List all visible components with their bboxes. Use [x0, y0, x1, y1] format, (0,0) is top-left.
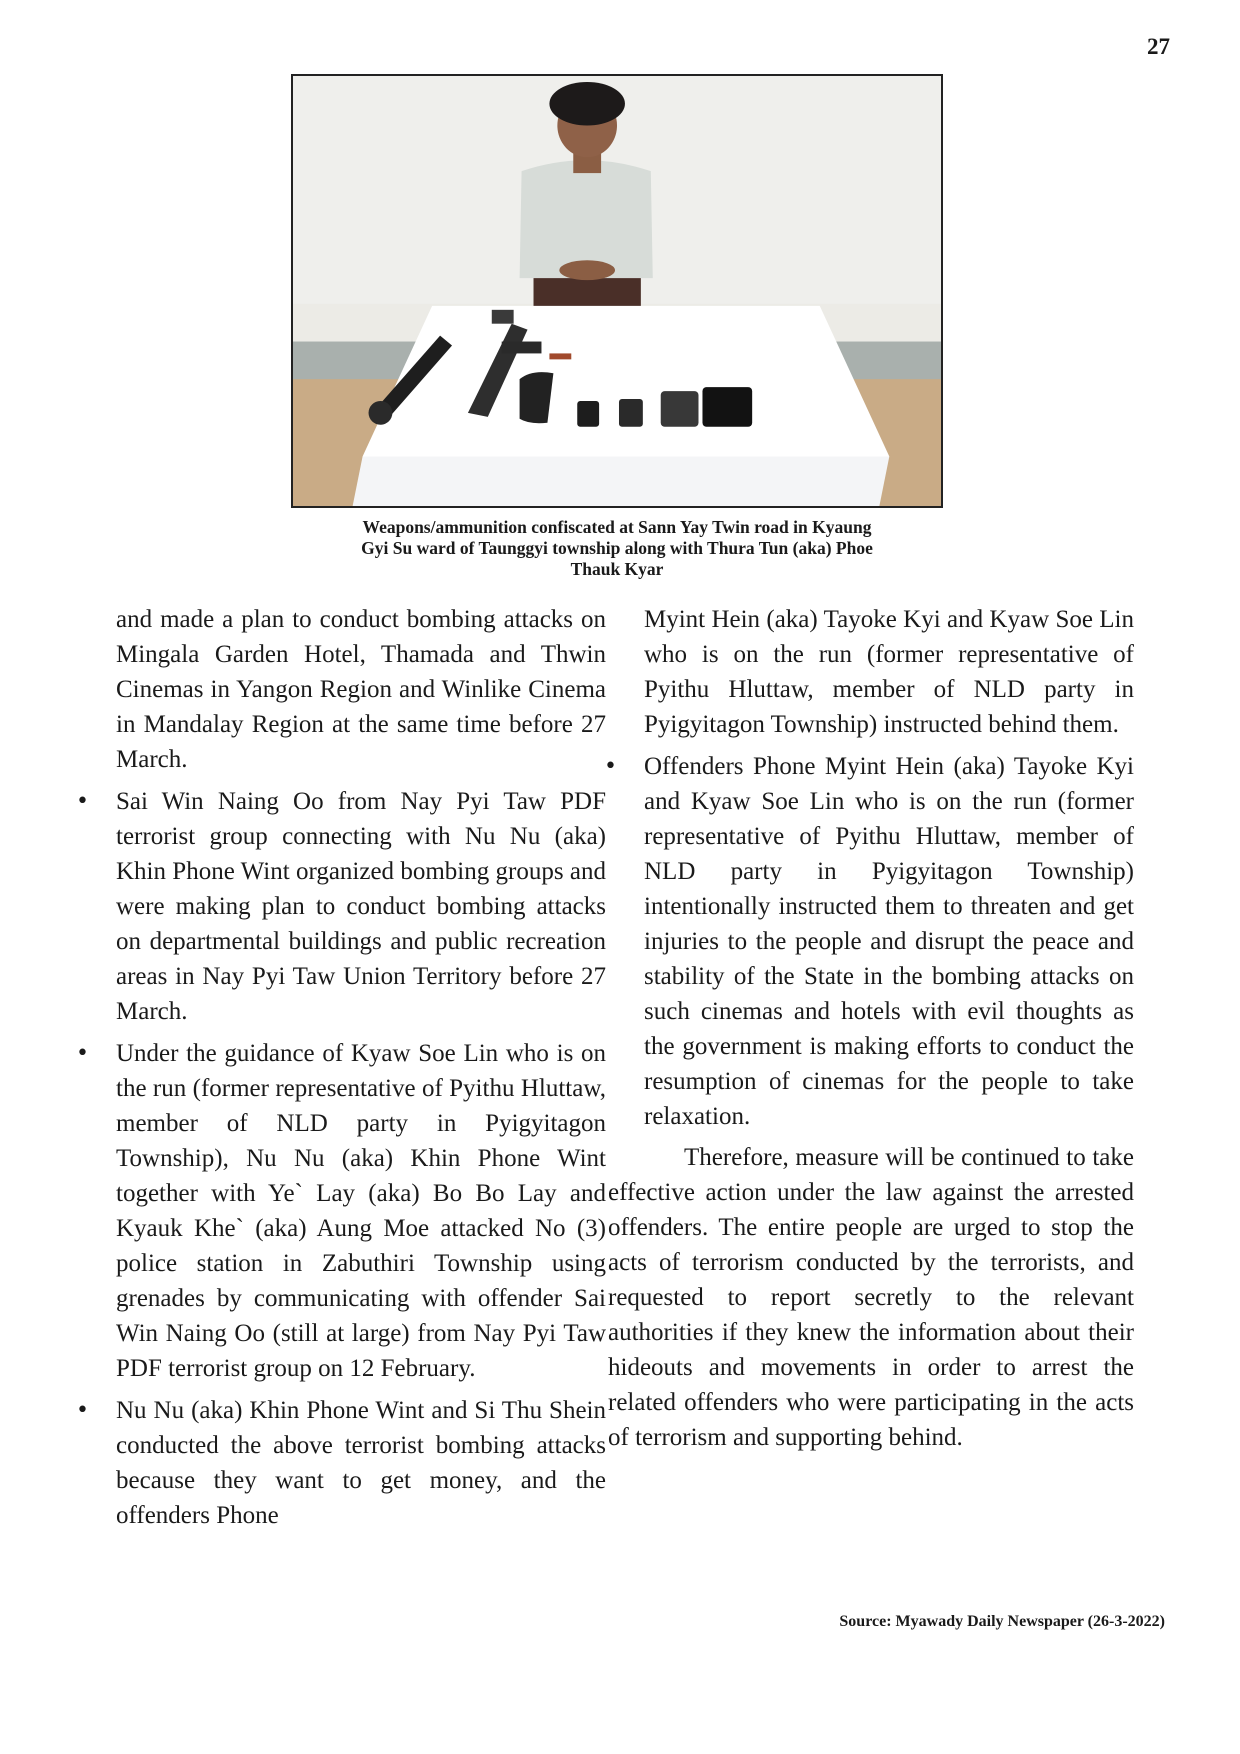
caption-line: Gyi Su ward of Taunggyi township along with Thura Tun (aka) Phoe	[361, 538, 873, 558]
page-number: 27	[1147, 34, 1170, 59]
list-item: • Offenders Phone Myint Hein (aka) Tayoke Kyi and Kyaw Soe Lin who is on the run (former representative of Pyithu Hluttaw, member of NLD party in Pyigyitagon Township) intentionally instructed them to threaten and get injuries to the people and disrupt the peace and stability of the State in the bombing attacks on such cinemas and hotels with evil thoughts as the government is making efforts to conduct the resumption of cinemas for the people to take relaxation.	[644, 749, 1134, 1134]
right-column	[608, 602, 1134, 1455]
list-item: • Under the guidance of Kyaw Soe Lin who is on the run (former representative of Pyithu Hluttaw, member of NLD party in Pyigyitagon Township), Nu Nu (aka) Khin Phone Wint together with Ye` Lay (aka) Bo Bo Lay and Kyauk Khe` (aka) Aung Moe attacked No (3) police station in Zabuthiri Township using grenades by communicating with offender Sai Win Naing Oo (still at large) from Nay Pyi Taw PDF terrorist group on 12 February.	[116, 1036, 606, 1386]
list-item: • Sai Win Naing Oo from Nay Pyi Taw PDF terrorist group connecting with Nu Nu (aka) Khin Phone Wint organized bombing groups and were making plan to conduct bombing attacks on departmental buildings and public recreation areas in Nay Pyi Taw Union Territory before 27 March.	[116, 784, 606, 1029]
bullet-list	[116, 784, 606, 1533]
photo-caption	[300, 517, 934, 580]
left-column	[116, 602, 606, 1533]
list-item: • Nu Nu (aka) Khin Phone Wint and Si Thu Shein conducted the above terrorist bombing attacks because they want to get money, and the offenders Phone	[116, 1393, 606, 1533]
source-line: Source: Myawady Daily Newspaper (26-3-2022)	[839, 1613, 1165, 1630]
news-photo	[291, 74, 943, 508]
paragraph-continuation: Myint Hein (aka) Tayoke Kyi and Kyaw Soe Lin who is on the run (former representative of Pyithu Hluttaw, member of NLD party in Pyigyitagon Township) instructed behind them.	[644, 606, 1134, 738]
photo-of-man-with-confiscated-weapons-and-phones-icon	[293, 76, 941, 506]
caption-line: Weapons/ammunition confiscated at Sann Yay Twin road in Kyaung	[362, 517, 872, 537]
bullet-list	[644, 749, 1134, 1134]
closing-paragraph: Therefore, measure will be continued to take effective action under the law against the arrested offenders. The entire people are urged to stop the acts of terrorism conducted by the terrorists, and requested to report secretly to the relevant authorities if they knew the information about their hideouts and movements in order to arrest the related offenders who were participating in the acts of terrorism and supporting behind.	[608, 1144, 1134, 1451]
caption-line: Thauk Kyar	[570, 559, 664, 579]
paragraph-continuation: and made a plan to conduct bombing attacks on Mingala Garden Hotel, Thamada and Thwin Cinemas in Yangon Region and Winlike Cinema in Mandalay Region at the same time before 27 March.	[116, 606, 606, 773]
